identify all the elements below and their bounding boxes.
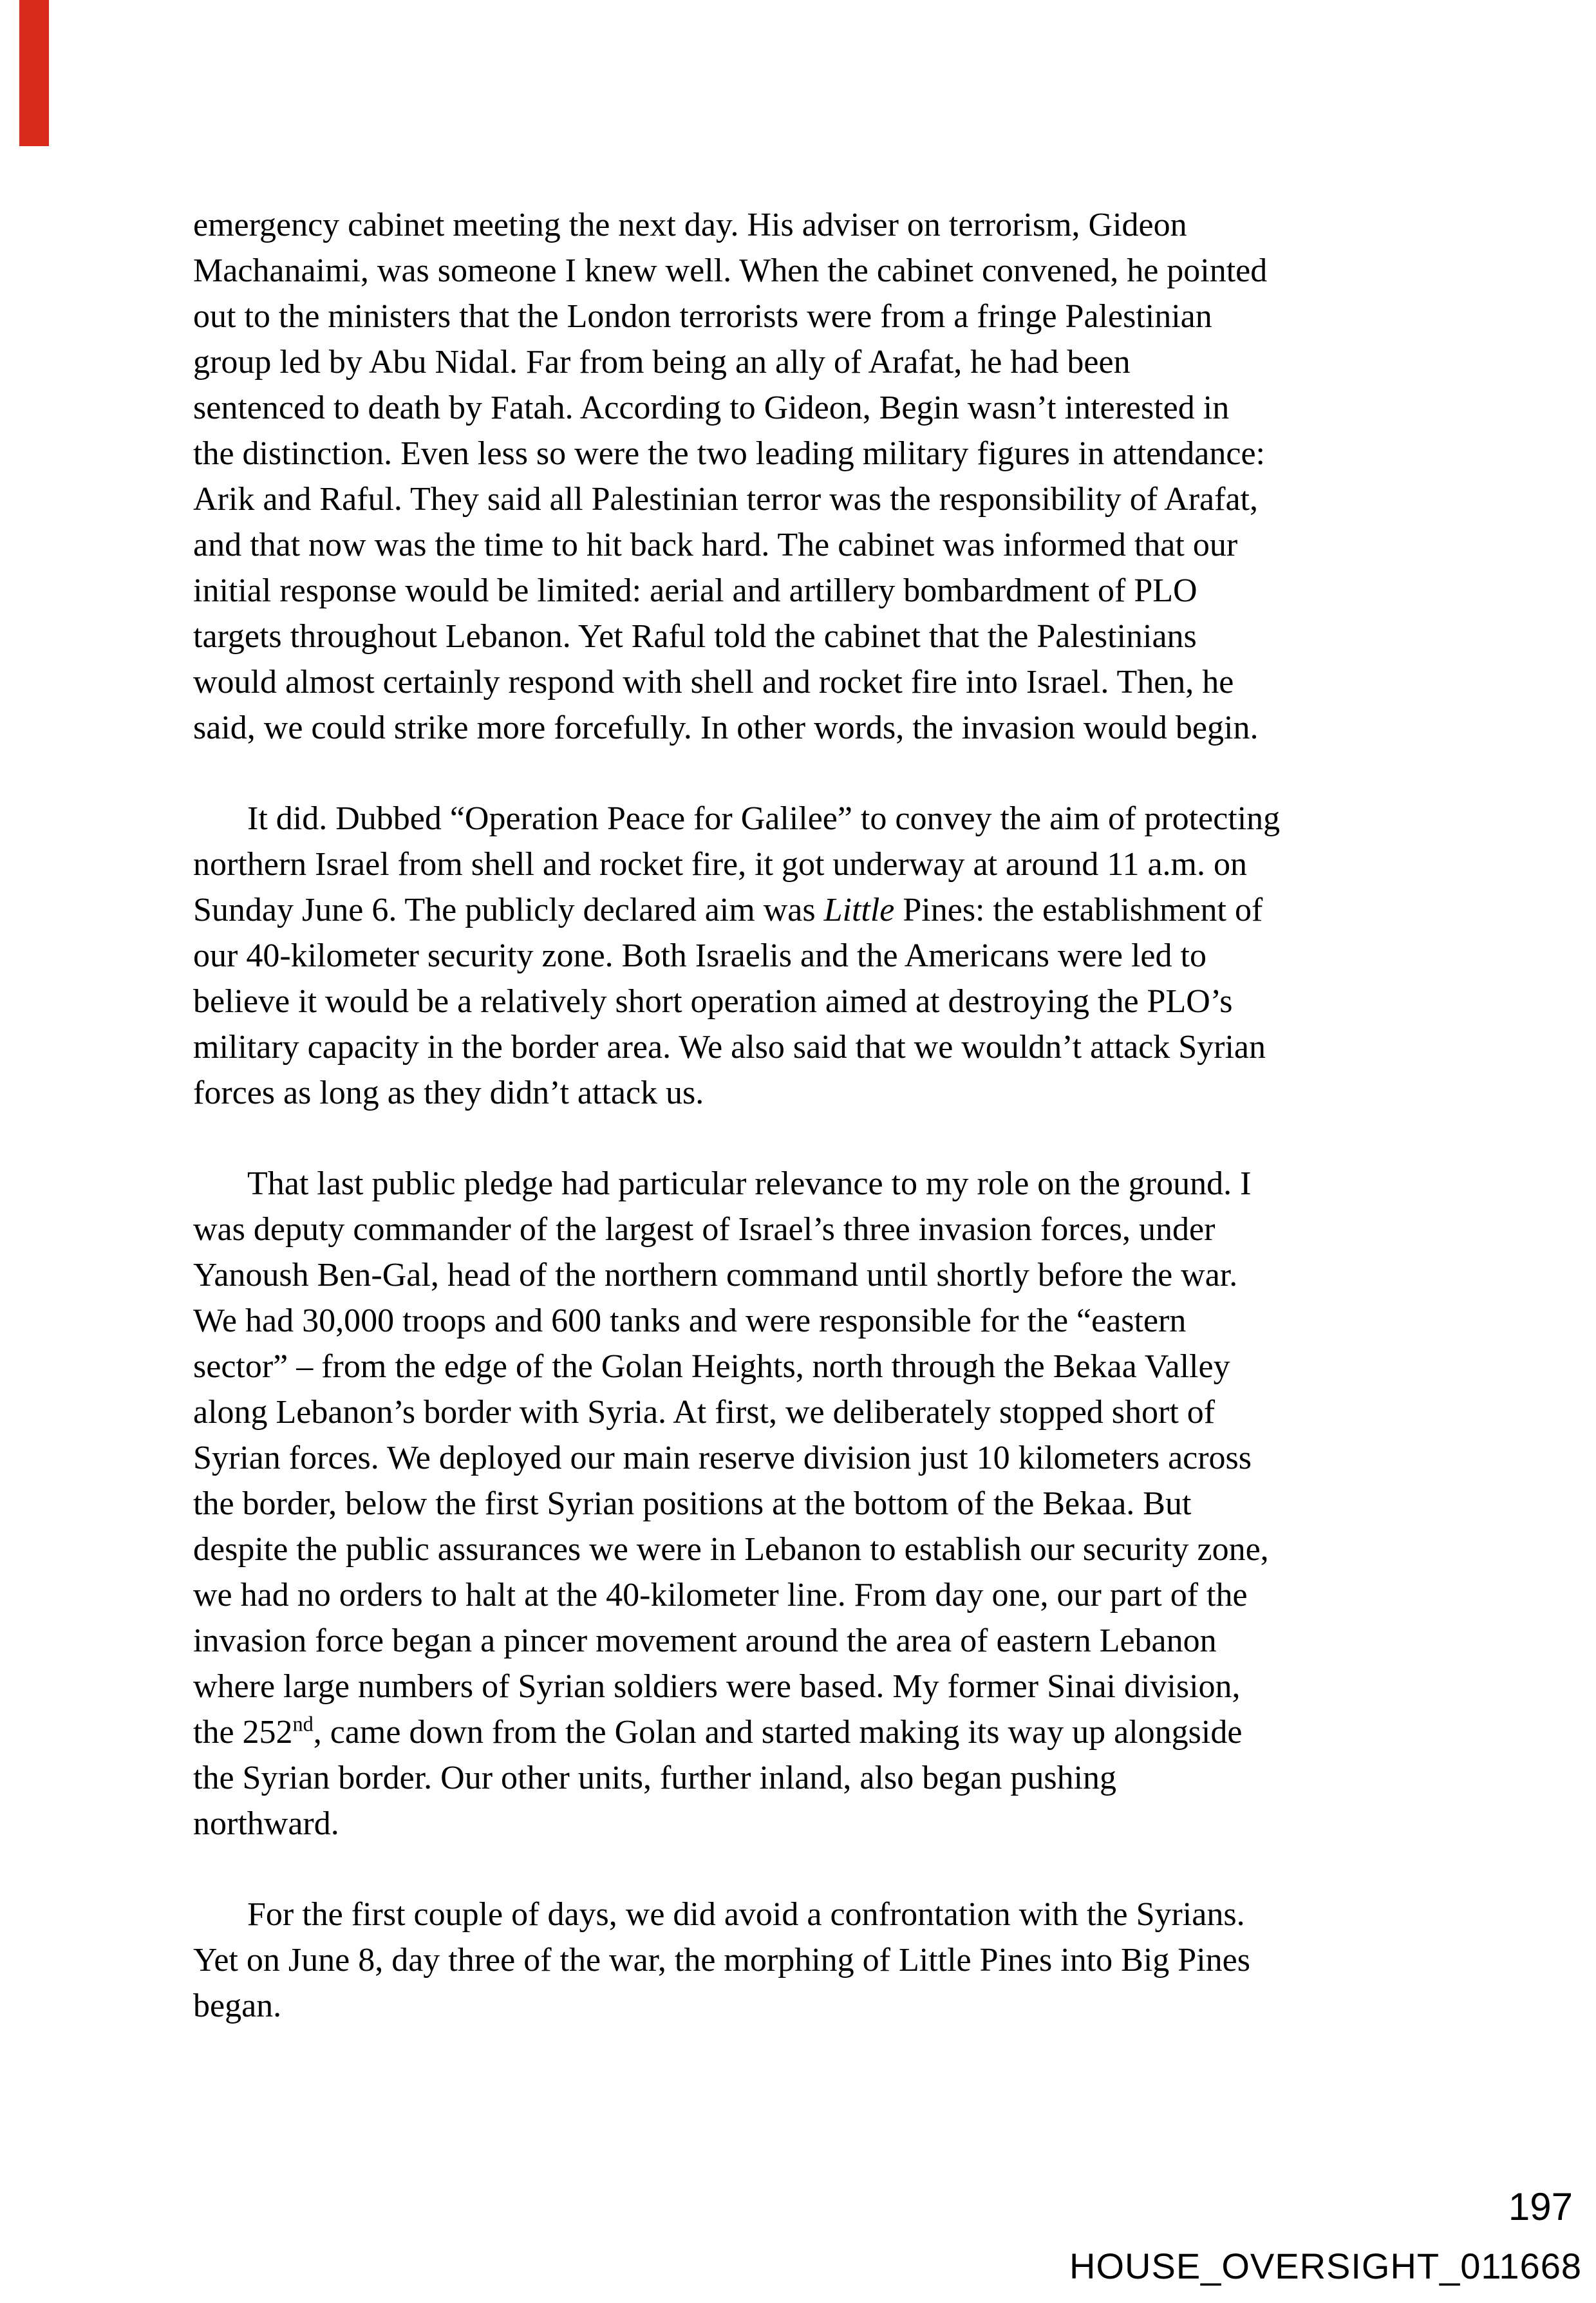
text-line: It did. Dubbed “Operation Peace for Galilee” to convey the aim of protecting	[247, 800, 1281, 837]
text-line: the distinction. Even less so were the two leading military figures in attendance:	[193, 435, 1265, 472]
paragraph	[193, 796, 1436, 1116]
text-line: For the first couple of days, we did avoid a confrontation with the Syrians.	[247, 1896, 1245, 1933]
text-line: our 40-kilometer security zone. Both Israelis and the Americans were led to	[193, 937, 1206, 974]
paragraph	[193, 202, 1436, 751]
paragraph	[193, 1892, 1436, 2029]
text-line: targets throughout Lebanon. Yet Raful told the cabinet that the Palestinians	[193, 618, 1197, 655]
text-line: That last public pledge had particular relevance to my role on the ground. I	[247, 1165, 1252, 1202]
body-text	[193, 202, 1436, 2029]
bates-stamp: HOUSE_OVERSIGHT_011668	[1069, 2246, 1582, 2286]
text-line: Arik and Raful. They said all Palestinian terror was the responsibility of Arafat,	[193, 481, 1258, 518]
text-line: northward.	[193, 1805, 339, 1842]
text-line: Yet on June 8, day three of the war, the morphing of Little Pines into Big Pines	[193, 1942, 1250, 1979]
text-line: emergency cabinet meeting the next day. His adviser on terrorism, Gideon	[193, 207, 1187, 243]
text-line: out to the ministers that the London terrorists were from a fringe Palestinian	[193, 298, 1212, 335]
text-line: despite the public assurances we were in Lebanon to establish our security zone,	[193, 1531, 1269, 1568]
text-line: the border, below the first Syrian positions at the bottom of the Bekaa. But	[193, 1485, 1192, 1522]
text-line: We had 30,000 troops and 600 tanks and were responsible for the “eastern	[193, 1302, 1187, 1339]
text-line: Sunday June 6. The publicly declared aim was Little Pines: the establishment of	[193, 892, 1263, 928]
text-line: began.	[193, 1988, 282, 2024]
paragraph	[193, 1161, 1436, 1847]
text-line: along Lebanon’s border with Syria. At first, we deliberately stopped short of	[193, 1394, 1216, 1431]
text-line: the 252nd, came down from the Golan and started making its way up alongside	[193, 1712, 1243, 1751]
red-scan-mark	[19, 0, 49, 146]
text-line: military capacity in the border area. We also said that we wouldn’t attack Syrian	[193, 1029, 1266, 1066]
text-line: sector” – from the edge of the Golan Heights, north through the Bekaa Valley	[193, 1348, 1230, 1385]
text-line: invasion force began a pincer movement around the area of eastern Lebanon	[193, 1622, 1217, 1659]
page-number: 197	[1508, 2185, 1573, 2228]
text-line: Yanoush Ben-Gal, head of the northern command until shortly before the war.	[193, 1257, 1238, 1293]
text-line: forces as long as they didn’t attack us.	[193, 1075, 704, 1111]
text-line: where large numbers of Syrian soldiers were based. My former Sinai division,	[193, 1668, 1241, 1705]
text-line: group led by Abu Nidal. Far from being an ally of Arafat, he had been	[193, 344, 1131, 381]
text-line: would almost certainly respond with shell and rocket fire into Israel. Then, he	[193, 664, 1234, 700]
text-line: said, we could strike more forcefully. In other words, the invasion would begin.	[193, 710, 1259, 746]
text-line: believe it would be a relatively short operation aimed at destroying the PLO’s	[193, 983, 1233, 1020]
text-line: the Syrian border. Our other units, further inland, also began pushing	[193, 1760, 1117, 1796]
text-line: and that now was the time to hit back hard. The cabinet was informed that our	[193, 527, 1238, 563]
text-line: was deputy commander of the largest of Israel’s three invasion forces, under	[193, 1211, 1216, 1248]
text-line: Machanaimi, was someone I knew well. When the cabinet convened, he pointed	[193, 252, 1268, 289]
text-line: sentenced to death by Fatah. According to Gideon, Begin wasn’t interested in	[193, 390, 1230, 426]
text-line: initial response would be limited: aerial and artillery bombardment of PLO	[193, 572, 1197, 609]
text-line: northern Israel from shell and rocket fire, it got underway at around 11 a.m. on	[193, 846, 1247, 883]
text-line: Syrian forces. We deployed our main reserve division just 10 kilometers across	[193, 1440, 1252, 1476]
text-line: we had no orders to halt at the 40-kilometer line. From day one, our part of the	[193, 1577, 1248, 1613]
